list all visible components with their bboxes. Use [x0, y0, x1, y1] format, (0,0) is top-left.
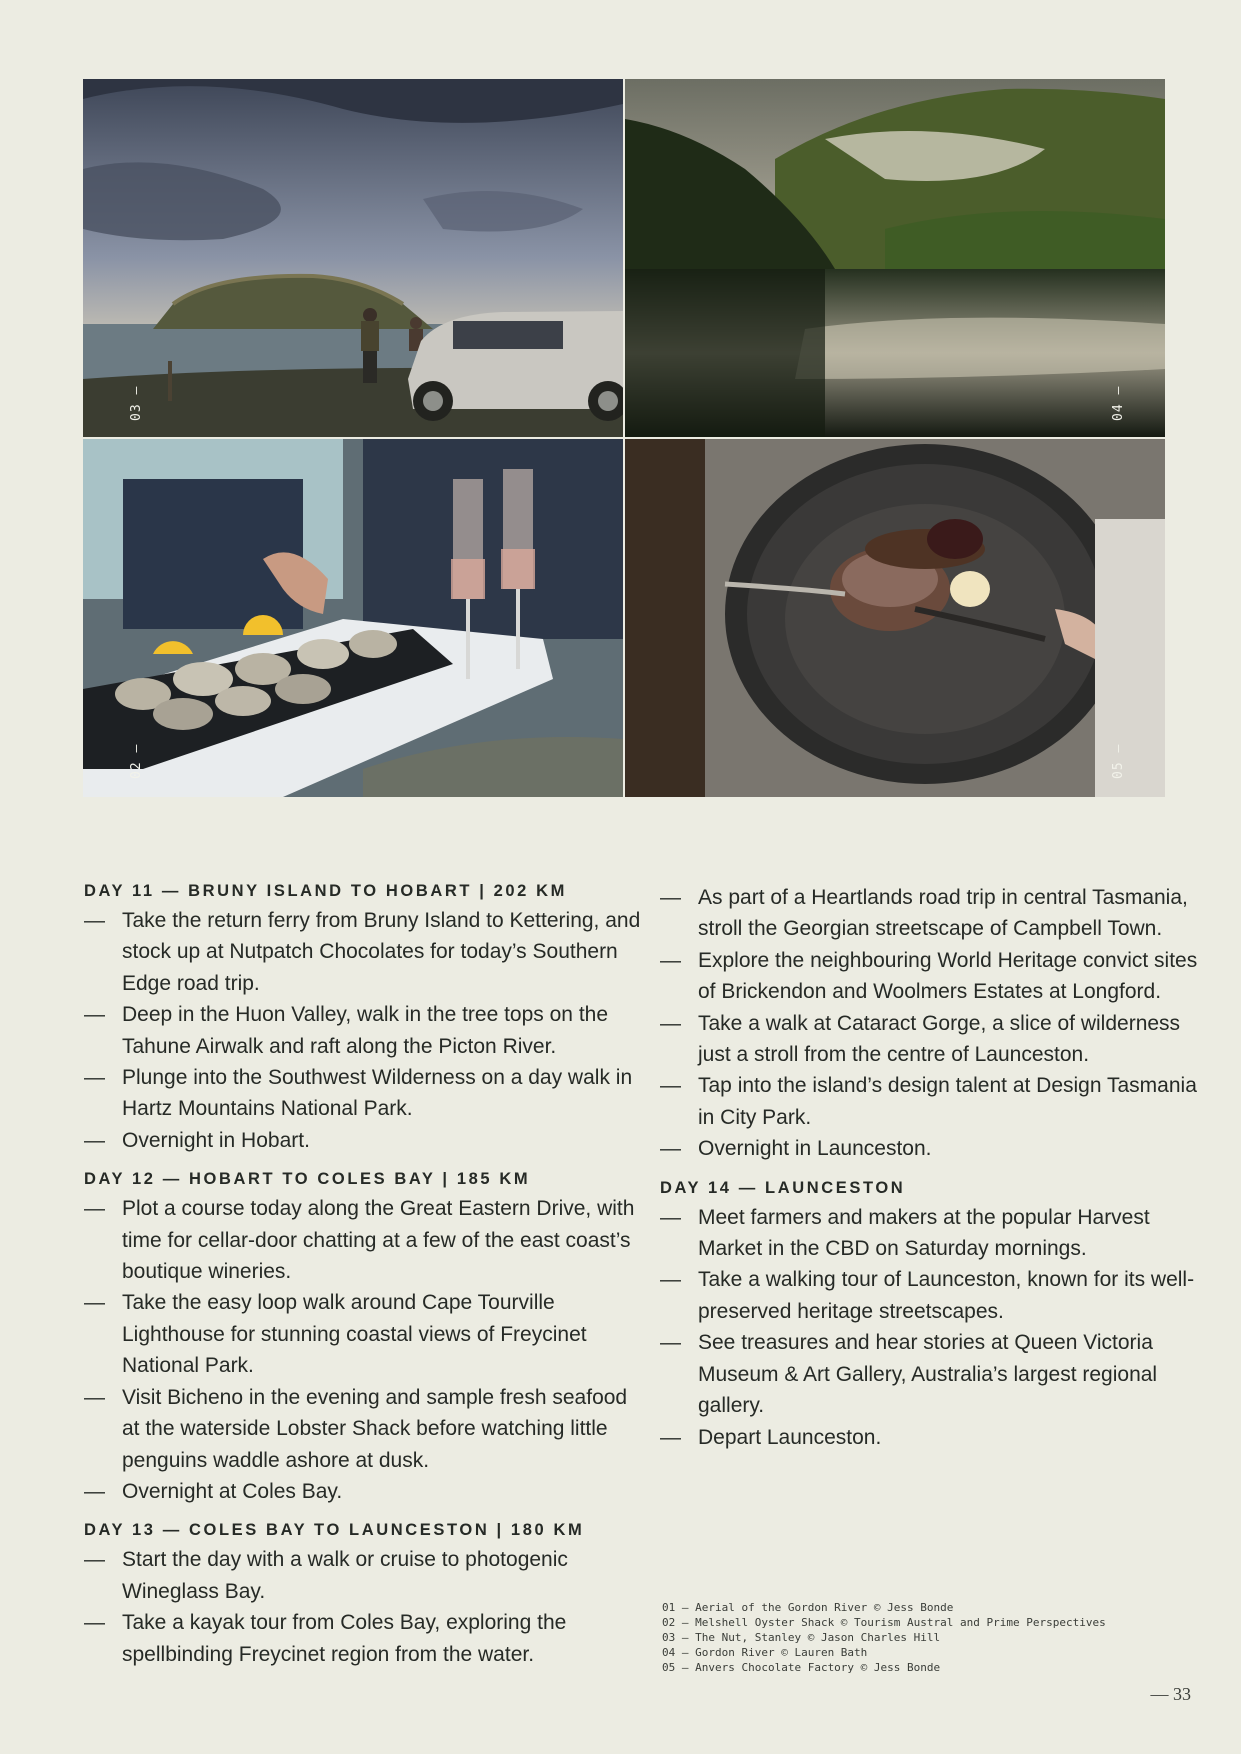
dash-marker: — [660, 1137, 681, 1161]
day-11-section [84, 878, 644, 1156]
list-item: — Take the return ferry from Bruny Island to Kettering, and stock up at Nutpatch Chocolates for today’s Southern Edge road trip. [84, 905, 644, 999]
photo-the-nut-stanley [83, 79, 623, 437]
dash-marker: — [660, 948, 681, 972]
list-item: — Plot a course today along the Great Eastern Drive, with time for cellar-door chatting at a few of the east coast’s boutique wineries. [84, 1193, 644, 1287]
photo-grid [83, 79, 1165, 797]
dash-marker: — [660, 1268, 681, 1292]
dash-marker: — [660, 1011, 681, 1035]
credit-line: 03 — The Nut, Stanley © Jason Charles Hill [662, 1631, 941, 1644]
dash-marker: — [84, 1385, 105, 1409]
oysters-image [83, 439, 623, 797]
day-12-section [84, 1166, 644, 1507]
dash-marker: — [84, 1066, 105, 1090]
dash-marker: — [84, 1291, 105, 1315]
credit-line: 04 — Gordon River © Lauren Bath [662, 1646, 868, 1659]
dash-marker: — [660, 1331, 681, 1355]
dash-marker: — [660, 1425, 681, 1449]
day-12-heading: DAY 12 — HOBART TO COLES BAY | 185 KM [84, 1170, 531, 1189]
day-13-heading: DAY 13 — COLES BAY TO LAUNCESTON | 180 KM [84, 1521, 585, 1540]
list-item: — Take a kayak tour from Coles Bay, exploring the spellbinding Freycinet region from the water. [84, 1607, 644, 1670]
day-14-section [660, 1175, 1200, 1453]
list-item: — Plunge into the Southwest Wilderness on a day walk in Hartz Mountains National Park. [84, 1062, 644, 1125]
list-item: — Overnight in Hobart. [84, 1125, 644, 1156]
credit-line: 01 — Aerial of the Gordon River © Jess Bonde [662, 1601, 954, 1614]
list-item: — Tap into the island’s design talent at Design Tasmania in City Park. [660, 1070, 1200, 1133]
photo-number-04: 04 — [1111, 385, 1126, 421]
day-13-section [84, 1517, 644, 1670]
page-number: — 33 [1150, 1684, 1191, 1704]
list-item: — Start the day with a walk or cruise to photogenic Wineglass Bay. [84, 1544, 644, 1607]
list-item: — Meet farmers and makers at the popular Harvest Market in the CBD on Saturday mornings. [660, 1202, 1200, 1265]
photo-number-05: 05 — [1111, 743, 1126, 779]
photo-number-02: 02 — [129, 743, 144, 779]
photo-credits [662, 1600, 1106, 1675]
itinerary-left-column [84, 878, 644, 1680]
dash-marker: — [660, 886, 681, 909]
list-item: — See treasures and hear stories at Queen Victoria Museum & Art Gallery, Australia’s largest regional gallery. [660, 1327, 1200, 1421]
dash-marker: — [660, 1205, 681, 1229]
dash-marker: — [84, 1128, 105, 1152]
photo-oysters [83, 439, 623, 797]
dash-marker: — [84, 909, 105, 932]
itinerary-right-column [660, 882, 1200, 1463]
list-item: — Take the easy loop walk around Cape Tourville Lighthouse for stunning coastal views of Freycinet National Park. [84, 1287, 644, 1381]
chocolate-dessert-image [625, 439, 1165, 797]
photo-gordon-river [625, 79, 1165, 437]
credit-line: 02 — Melshell Oyster Shack © Tourism Austral and Prime Perspectives [662, 1616, 1106, 1629]
credit-line: 05 — Anvers Chocolate Factory © Jess Bonde [662, 1661, 941, 1674]
day-13-continued-section [660, 882, 1200, 1165]
dash-marker: — [660, 1074, 681, 1098]
list-item: — Take a walk at Cataract Gorge, a slice of wilderness just a stroll from the centre of Launceston. [660, 1008, 1200, 1071]
list-item: — Depart Launceston. [660, 1422, 1200, 1453]
list-item: — Overnight in Launceston. [660, 1133, 1200, 1164]
dash-marker: — [84, 1479, 105, 1503]
dash-marker: — [84, 1548, 105, 1572]
day-14-heading: DAY 14 — LAUNCESTON [660, 1178, 906, 1197]
dash-marker: — [84, 1611, 105, 1635]
day-11-heading: DAY 11 — BRUNY ISLAND TO HOBART | 202 KM [84, 882, 568, 900]
gordon-river-image [625, 79, 1165, 437]
photo-chocolate-dessert [625, 439, 1165, 797]
dash-marker: — [84, 1003, 105, 1027]
the-nut-image [83, 79, 623, 437]
dash-marker: — [84, 1197, 105, 1221]
list-item: — Explore the neighbouring World Heritage convict sites of Brickendon and Woolmers Estates at Longford. [660, 945, 1200, 1008]
photo-number-03: 03 — [129, 385, 144, 421]
list-item: — Deep in the Huon Valley, walk in the tree tops on the Tahune Airwalk and raft along the Picton River. [84, 999, 644, 1062]
list-item: — Take a walking tour of Launceston, known for its well-preserved heritage streetscapes. [660, 1264, 1200, 1327]
list-item: — Overnight at Coles Bay. [84, 1476, 644, 1507]
list-item: — Visit Bicheno in the evening and sample fresh seafood at the waterside Lobster Shack before watching little penguins waddle ashore at dusk. [84, 1382, 644, 1476]
list-item: — As part of a Heartlands road trip in central Tasmania, stroll the Georgian streetscape of Campbell Town. [660, 882, 1200, 945]
